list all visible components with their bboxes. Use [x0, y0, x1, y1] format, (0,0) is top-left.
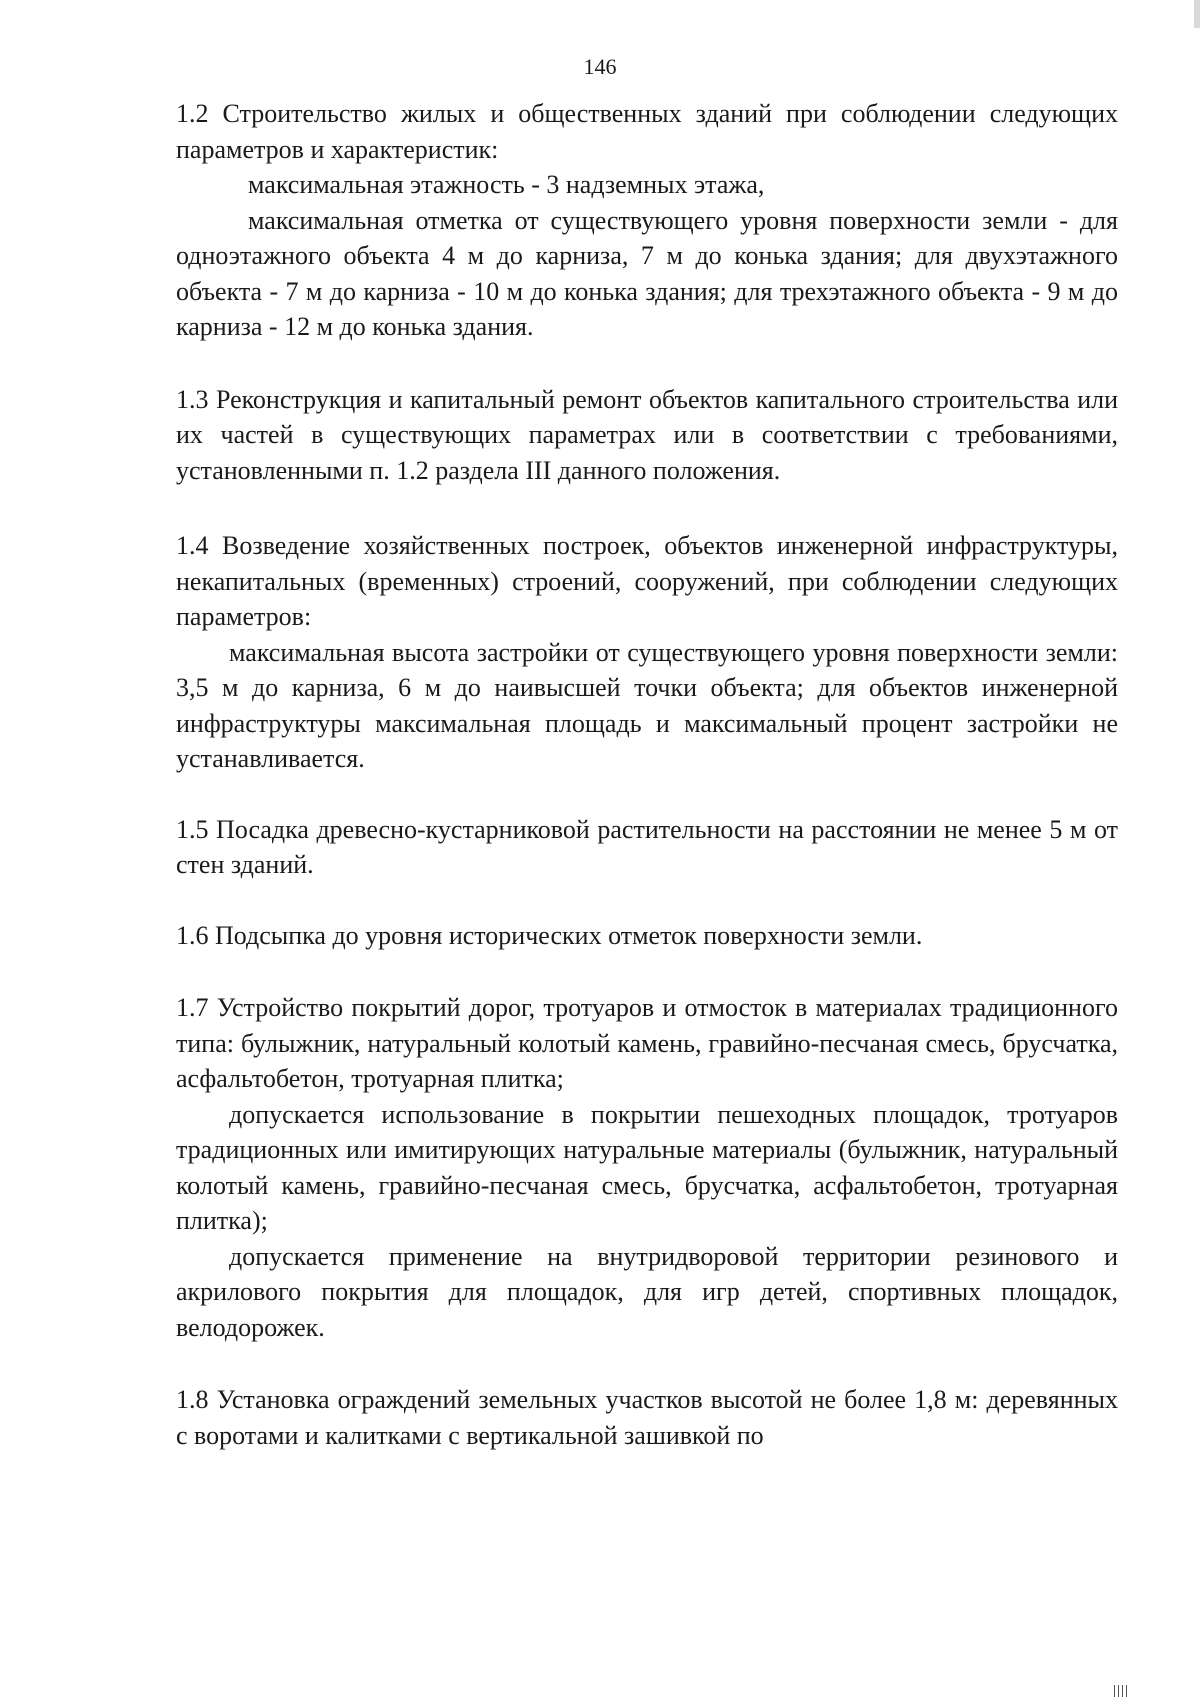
section-heading-paragraph: 1.4 Возведение хозяйственных построек, объектов инженерной инфраструктуры, некапитальных (временных) строений, сооружений, при соблюдении следующих параметров: [176, 531, 1118, 631]
section-heading-paragraph: 1.8 Установка ограждений земельных участков высотой не более 1,8 м: деревянных с воротами и калитками с вертикальной зашивкой по [176, 1385, 1118, 1450]
sub-paragraph: допускается применение на внутридворовой территории резинового и акрилового покрытия для площадок, для игр детей, спортивных площадок, велодорожек. [176, 1241, 1118, 1342]
sub-paragraph: максимальная высота застройки от существующего уровня поверхности земли: 3,5 м до карниза, 6 м до наивысшей точки объекта; для объектов инженерной инфраструктуры максимальная площадь и максимальный процент застройки не устанавливается. [176, 637, 1118, 773]
section-heading-paragraph: 1.6 Подсыпка до уровня исторических отметок поверхности земли. [176, 920, 923, 950]
sub-paragraph: максимальная отметка от существующего уровня поверхности земли - для одноэтажного объекта 4 м до карниза, 7 м до конька здания; для двухэтажного объекта - 7 м до карниза - 10 м до конька здания; для трехэтажного объекта - 9 м до карниза - 12 м до конька здания. [176, 205, 1118, 341]
section-1-4 [176, 528, 1118, 777]
section-1-8 [176, 1382, 1118, 1453]
section-1-3 [176, 382, 1118, 489]
section-heading-paragraph: 1.7 Устройство покрытий дорог, тротуаров и отмосток в материалах традиционного типа: булыжник, натуральный колотый камень, гравийно-песчаная смесь, брусчатка, асфальтобетон, тротуарная плитка; [176, 993, 1118, 1093]
section-1-2 [176, 96, 1118, 345]
sub-paragraph: максимальная этажность - 3 надземных этажа, [248, 170, 765, 199]
section-1-6 [176, 918, 1118, 954]
scan-artifact [1114, 1685, 1130, 1697]
sub-paragraph: допускается использование в покрытии пешеходных площадок, тротуаров традиционных или имитирующих натуральные материалы (булыжник, натуральный колотый камень, гравийно-песчаная смесь, брусчатка, асфальтобетон, тротуарная плитка); [176, 1099, 1118, 1235]
section-1-5 [176, 812, 1118, 883]
section-heading-paragraph: 1.5 Посадка древесно-кустарниковой растительности на расстоянии не менее 5 м от стен зданий. [176, 814, 1118, 879]
section-1-7 [176, 990, 1118, 1345]
section-heading-paragraph: 1.3 Реконструкция и капитальный ремонт объектов капитального строительства или их частей в существующих параметрах или в соответствии с требованиями, установленными п. 1.2 раздела III данного положения. [176, 384, 1118, 485]
section-heading-paragraph: 1.2 Строительство жилых и общественных зданий при соблюдении следующих параметров и характеристик: [176, 99, 1118, 164]
document-body [176, 96, 1118, 1490]
scan-artifact [1194, 0, 1200, 28]
page-number: 146 [583, 54, 617, 79]
